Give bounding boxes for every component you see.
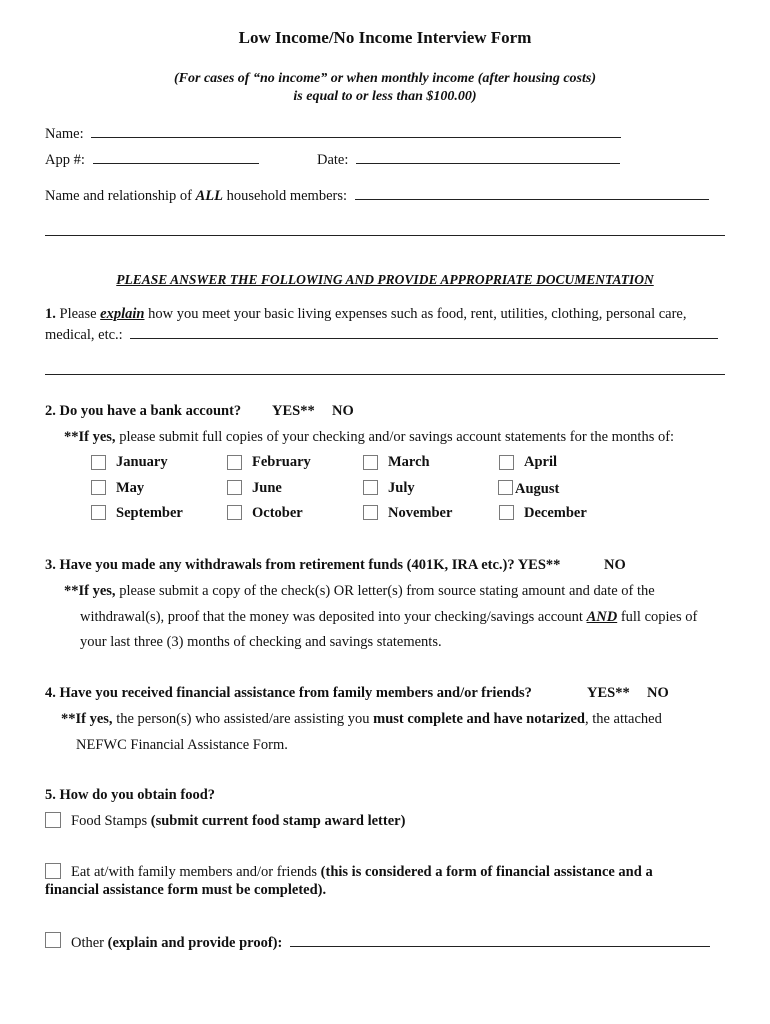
checkbox-march[interactable] xyxy=(363,455,378,470)
q3-and: AND xyxy=(586,609,618,625)
q4-yes-option[interactable]: YES** xyxy=(587,685,630,701)
q3-if-yes-label: **If yes, xyxy=(64,583,116,599)
q4-if-yes-line1 xyxy=(61,711,662,728)
q4-post: , the attached xyxy=(584,711,662,727)
household-row xyxy=(45,186,709,205)
q3-line2-post: full copies of xyxy=(620,609,698,625)
q5-opt2-line2: financial assistance form must be completed). xyxy=(45,882,327,898)
month-label-october: October xyxy=(252,505,303,521)
q4-mid: the person(s) who assisted/are assisting you xyxy=(116,711,370,727)
checkbox-april[interactable] xyxy=(499,455,514,470)
question-3: 3. Have you made any withdrawals from retirement funds (401K, IRA etc.)? YES** xyxy=(45,557,561,573)
checkbox-january[interactable] xyxy=(91,455,106,470)
name-row xyxy=(45,124,621,143)
date-label: Date: xyxy=(317,152,349,168)
q2-if-yes-label: **If yes, xyxy=(64,429,116,445)
q5-other-field[interactable] xyxy=(290,933,710,947)
q5-option-family-friends xyxy=(71,864,653,881)
household-field-line2[interactable] xyxy=(45,235,725,236)
q3-detail-line3: your last three (3) months of checking and savings statements. xyxy=(80,634,442,650)
question-5: 5. How do you obtain food? xyxy=(45,787,216,803)
q4-bold: must complete and have notarized xyxy=(373,711,585,727)
app-number-label: App #: xyxy=(45,152,85,168)
household-field[interactable] xyxy=(355,186,709,200)
form-subtitle-line1: (For cases of “no income” or when monthly income (after housing costs) xyxy=(174,71,596,86)
q3-detail-line2 xyxy=(80,609,697,626)
checkbox-other[interactable] xyxy=(45,932,61,948)
month-label-november: November xyxy=(388,505,453,521)
q1-answer-field[interactable] xyxy=(130,325,718,339)
q2-if-yes xyxy=(64,429,674,446)
month-label-march: March xyxy=(388,454,430,470)
month-label-july: July xyxy=(388,480,415,496)
q3-detail-line1: please submit a copy of the check(s) OR letter(s) from source stating amount and date of the xyxy=(119,583,655,599)
month-label-january: January xyxy=(116,454,168,470)
q2-detail: please submit full copies of your checking and/or savings account statements for the months of: xyxy=(119,429,675,445)
instructions-heading: PLEASE ANSWER THE FOLLOWING AND PROVIDE APPROPRIATE DOCUMENTATION xyxy=(116,272,654,287)
month-label-may: May xyxy=(116,480,145,496)
q5-opt3-bold: (explain and provide proof): xyxy=(107,935,283,951)
checkbox-june[interactable] xyxy=(227,480,242,495)
q5-opt1-bold: (submit current food stamp award letter) xyxy=(150,813,406,829)
checkbox-october[interactable] xyxy=(227,505,242,520)
q2-yes-option[interactable]: YES** xyxy=(272,403,315,419)
name-label: Name: xyxy=(45,126,84,142)
q3-line2-pre: withdrawal(s), proof that the money was deposited into your checking/savings account xyxy=(80,609,583,625)
question-4: 4. Have you received financial assistance from family members and/or friends? xyxy=(45,685,532,701)
checkbox-august[interactable] xyxy=(498,480,513,495)
q5-option-food-stamps xyxy=(71,813,405,830)
q1-line2-label: medical, etc.: xyxy=(45,327,123,343)
q5-option-other xyxy=(71,933,710,952)
form-subtitle-line2: is equal to or less than $100.00) xyxy=(293,89,477,104)
q5-opt2-label: Eat at/with family members and/or friends xyxy=(71,864,318,880)
month-label-august: August xyxy=(515,481,560,497)
checkbox-may[interactable] xyxy=(91,480,106,495)
month-label-december: December xyxy=(524,505,587,521)
q1-text: how you meet your basic living expenses such as food, rent, utilities, clothing, personal care, xyxy=(148,306,687,322)
q1-pre: Please xyxy=(59,306,97,322)
q4-no-option[interactable]: NO xyxy=(647,685,669,701)
question-2 xyxy=(45,403,241,420)
q4-detail-line2: NEFWC Financial Assistance Form. xyxy=(76,737,288,753)
name-field[interactable] xyxy=(91,124,621,138)
household-label-all: ALL xyxy=(195,188,223,204)
q1-explain: explain xyxy=(100,306,145,322)
checkbox-food-stamps[interactable] xyxy=(45,812,61,828)
checkbox-july[interactable] xyxy=(363,480,378,495)
household-label-post: household members: xyxy=(226,188,348,204)
month-label-february: February xyxy=(252,454,311,470)
date-field[interactable] xyxy=(356,150,620,164)
q5-opt3-label: Other xyxy=(71,935,105,951)
q5-opt2-bold: (this is considered a form of financial assistance and a xyxy=(320,864,653,880)
checkbox-november[interactable] xyxy=(363,505,378,520)
checkbox-december[interactable] xyxy=(499,505,514,520)
q3-no-option[interactable]: NO xyxy=(604,557,626,573)
question-1 xyxy=(45,306,687,323)
q1-line2 xyxy=(45,325,718,344)
checkbox-september[interactable] xyxy=(91,505,106,520)
month-label-april: April xyxy=(524,454,558,470)
q4-if-yes-label: **If yes, xyxy=(61,711,113,727)
q5-opt1-label: Food Stamps xyxy=(71,813,148,829)
date-row xyxy=(317,150,620,169)
q2-no-option[interactable]: NO xyxy=(332,403,354,419)
q3-if-yes-line1 xyxy=(64,583,655,600)
checkbox-family-friends[interactable] xyxy=(45,863,61,879)
app-number-row xyxy=(45,150,259,169)
form-title: Low Income/No Income Interview Form xyxy=(238,28,532,47)
checkbox-february[interactable] xyxy=(227,455,242,470)
household-label-pre: Name and relationship of xyxy=(45,188,192,204)
q1-number: 1. xyxy=(45,306,56,322)
q1-answer-line2[interactable] xyxy=(45,374,725,375)
app-number-field[interactable] xyxy=(93,150,259,164)
q2-text: 2. Do you have a bank account? xyxy=(45,403,242,419)
month-label-september: September xyxy=(116,505,183,521)
month-label-june: June xyxy=(252,480,282,496)
